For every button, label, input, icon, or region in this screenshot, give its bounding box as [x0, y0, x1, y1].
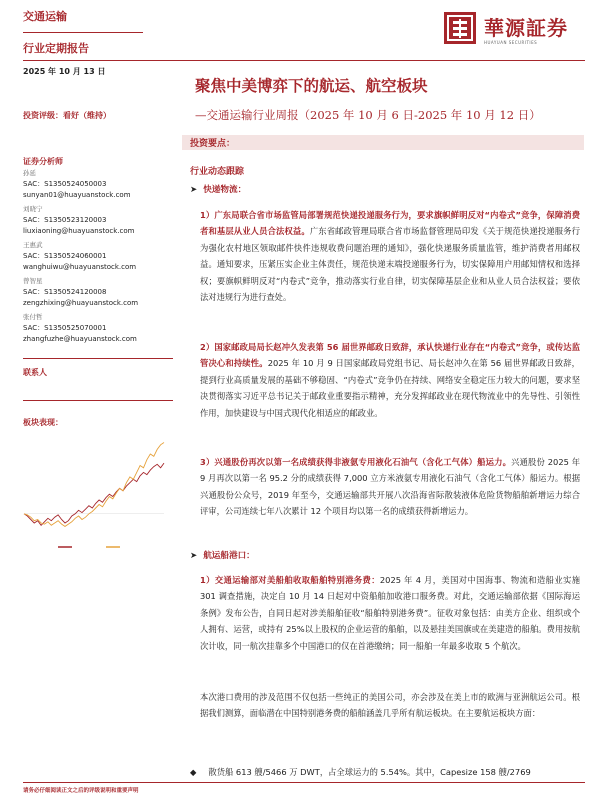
paragraph-express-1: [200, 207, 580, 305]
paragraph-lead: 3）兴通股份再次以第一名成绩获得非液氨专用液化石油气（含化工气体）船运力。: [200, 457, 512, 467]
brand-name: 華源証券: [484, 16, 568, 40]
analyst-sac: SAC：S1350524050003: [23, 180, 107, 188]
sidebar-rule-top: [23, 32, 143, 33]
analyst-name: 王惠武: [23, 241, 43, 249]
express-heading-label: 快递物流：: [203, 185, 247, 195]
bullet-item: [190, 766, 585, 778]
sector-performance-chart: [18, 435, 166, 555]
express-heading: [190, 183, 246, 195]
analyst-sac: SAC：S1350525070001: [23, 324, 107, 332]
paragraph-shipping-1: [200, 572, 580, 654]
paragraph-express-2: [200, 339, 580, 421]
diamond-bullet-icon: ◆: [190, 767, 197, 777]
analyst-name: 曾智星: [23, 277, 43, 285]
sidebar-divider: [23, 358, 173, 359]
sidebar-divider: [23, 400, 173, 401]
shipping-heading-label: 航运船港口：: [203, 551, 255, 561]
chart-series-line-1: [24, 463, 164, 525]
arrow-right-icon: ➤: [190, 185, 198, 195]
analyst-block: [23, 204, 134, 237]
shipping-heading: [190, 549, 255, 561]
footer-rule: [23, 782, 585, 783]
analyst-name: 张付哲: [23, 313, 43, 321]
paragraph-body: 广东省邮政管理局联合省市场监督管理局印发《关于规范快递投递服务行为强化农村地区领取邮件快件违规收费问题治理的通知》，强化快递服务质量监管，维护消费者用邮权益。通知要求，压紧压实企业主体责任，规范快递末端投递服务行为，切实保障用户用邮知情权和选择权；要旗帜鲜明反对“内卷式”竞争，推动落实行业自律，切实保障基层企业和从业人员合法权益；要依法对违规行为进行查处。: [200, 226, 580, 303]
paragraph-lead: 1）交通运输部对美船舶收取船舶特别港务费：: [200, 575, 380, 585]
bullet-text: 散货船 613 艘/5466 万 DWT，占全球运力的 5.54%。其中，Capesize 158 艘/2769: [208, 767, 531, 777]
arrow-right-icon: ➤: [190, 551, 198, 561]
report-type: 行业定期报告: [23, 42, 89, 55]
analyst-block: [23, 276, 138, 309]
analyst-sac: SAC：S1350523120003: [23, 216, 107, 224]
sector-performance-heading: 板块表现：: [23, 418, 63, 427]
analyst-email[interactable]: sunyan01@huayuanstock.com: [23, 191, 131, 199]
analyst-name: 孙延: [23, 169, 36, 177]
paragraph-lead: 2）国家邮政局局长赵冲久发表第 56 届世界邮政日致辞，承认快递行业存在“内卷式”竞争，或传达监管决心和持续性。: [200, 342, 580, 369]
paragraph-body: 兴通股份 2025 年 9 月再次以第一名 95.2 分的成绩获得 7,000 立方米液氨专用液化石油气（含化工气体）船运力。根据兴通股份公众号，2019 年至今，交通运输部共开展八次沿海省际散装液体危险货物船舶新增运力综合评审，公司连续七年八次累计 12 个项目均以第一名的成绩获得新增运力。: [200, 457, 581, 517]
report-title: 聚焦中美博弈下的航运、航空板块: [195, 76, 428, 95]
analyst-email[interactable]: zengzhixing@huayuanstock.com: [23, 299, 139, 307]
analyst-block: [23, 168, 131, 201]
huayuan-logo-icon: [444, 12, 476, 44]
investment-rating: 投资评级：看好（维持）: [23, 111, 111, 120]
industry-category: 交通运输: [23, 10, 67, 23]
footer-disclaimer: 请务必仔细阅读正文之后的评级说明和重要声明: [23, 788, 139, 794]
paragraph-body: 2025 年 4 月，美国对中国海事、物流和造船业实施 301 调查措施，决定自 10 月 14 日起对中资船舶加收港口服务费。对此，交通运输部依据《国际海运条例》发布公告，自同日起对涉美船舶征收“船舶特别港务费”。征收对象包括：由美方企业、组织或个人拥有、运营，或持有 25%以上股权的企业运营的船舶，以及悬挂美国旗或在美建造的船舶。费用按航次计收，同一航次挂靠多个中国港口的仅在首港缴纳；同一船舶一年最多收取 5 个航次。: [200, 575, 581, 651]
paragraph-body: 2025 年 10 月 9 日国家邮政局党组书记、局长赵冲久在第 56 届世界邮政日致辞，提到行业高质量发展的基础不够稳固、“内卷式”竞争仍在持续、网络安全稳定压力较大的问题，要求坚决贯彻落实习近平总书记关于邮政业重要指示精神，充分发挥邮政业在现代物流业中的先导性、引领性作用，加快建设与中国式现代化相适应的邮政业。: [200, 358, 580, 418]
analyst-sac: SAC：S1350524060001: [23, 252, 107, 260]
key-points-bar: [182, 135, 584, 150]
header-rule: [23, 60, 585, 61]
contact-heading: 联系人: [23, 368, 47, 377]
analyst-name: 刘晓宁: [23, 205, 43, 213]
analyst-email[interactable]: liuxiaoning@huayuanstock.com: [23, 227, 135, 235]
analyst-email[interactable]: wanghuiwu@huayuanstock.com: [23, 263, 137, 271]
section-heading: 行业动态跟踪: [190, 167, 245, 177]
analyst-block: [23, 312, 137, 345]
paragraph-shipping-2: 本次港口费用的涉及范围不仅包括一些纯正的美国公司，亦会涉及在美上市的欧洲与亚洲航运公司。根据我们测算，面临潜在中国特别港务费的船舶涵盖几乎所有航运板块。在主要航运板块方面：: [200, 692, 580, 719]
paragraph-lead: 1）广东局联合省市场监管局部署规范快递投递服务行为，要求旗帜鲜明反对“内卷式”竞争，保障消费者和基层从业人员合法权益。: [200, 210, 580, 237]
analyst-sac: SAC：S1350524120008: [23, 288, 107, 296]
key-points-label: 投资要点：: [190, 139, 236, 149]
report-subtitle: —交通运输行业周报（2025 年 10 月 6 日-2025 年 10 月 12 日）: [195, 108, 541, 122]
brand-english: HUAYUAN SECURITIES: [484, 40, 538, 45]
report-date: 2025 年 10 月 13 日: [23, 67, 106, 76]
analyst-block: [23, 240, 136, 273]
analyst-heading: 证券分析师: [23, 157, 63, 166]
paragraph-express-3: [200, 454, 580, 520]
analyst-email[interactable]: zhangfuzhe@huayuanstock.com: [23, 335, 137, 343]
